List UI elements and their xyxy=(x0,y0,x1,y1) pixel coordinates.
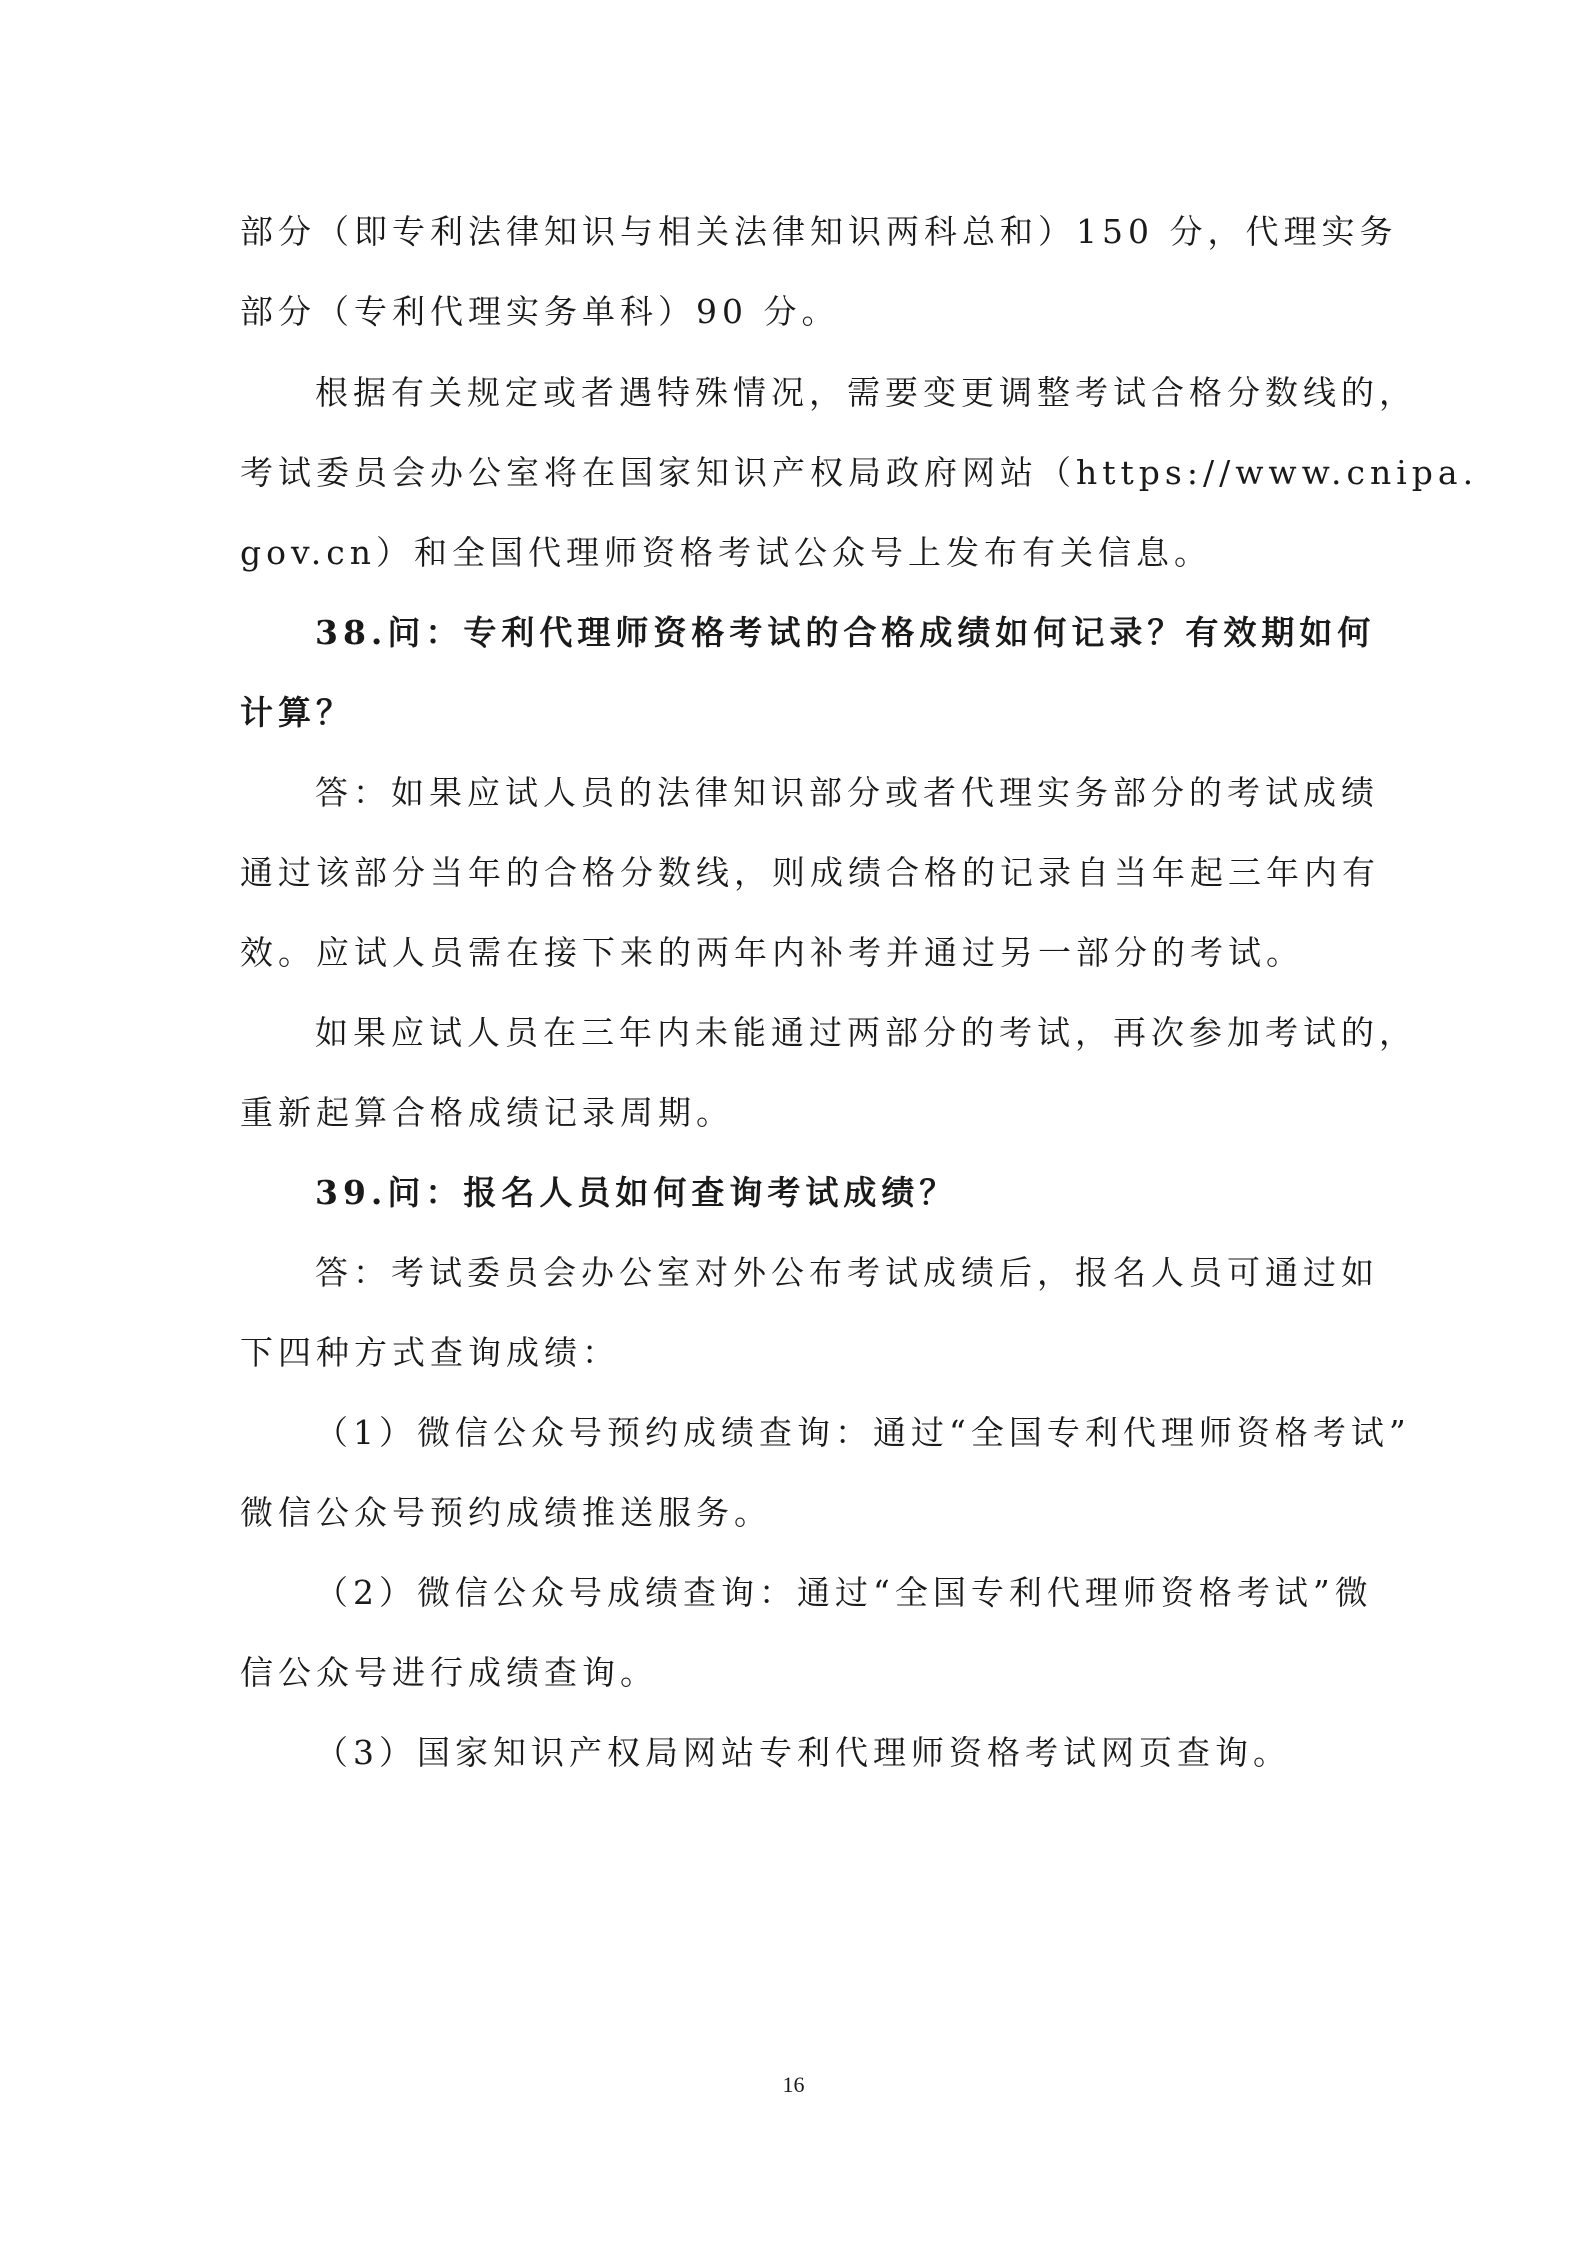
question-heading: 计算？ xyxy=(240,693,354,732)
list-item: （3）国家知识产权局网站专利代理师资格考试网页查询。 xyxy=(315,1733,1291,1772)
text-line: 效。应试人员需在接下来的两年内补考并通过另一部分的考试。 xyxy=(240,933,1304,972)
text-line: 下四种方式查询成绩： xyxy=(240,1333,620,1372)
text-line: 如果应试人员在三年内未能通过两部分的考试，再次参加考试的， xyxy=(315,1013,1417,1052)
text-line: 通过该部分当年的合格分数线，则成绩合格的记录自当年起三年内有 xyxy=(240,853,1380,892)
text-line: 信公众号进行成绩查询。 xyxy=(240,1653,658,1692)
text-line: 根据有关规定或者遇特殊情况，需要变更调整考试合格分数线的， xyxy=(315,373,1417,412)
question-heading: 39.问：报名人员如何查询考试成绩？ xyxy=(315,1173,958,1212)
text-line: 答：如果应试人员的法律知识部分或者代理实务部分的考试成绩 xyxy=(315,773,1379,812)
list-item: （1）微信公众号预约成绩查询：通过“全国专利代理师资格考试” xyxy=(315,1413,1411,1452)
text-line: 微信公众号预约成绩推送服务。 xyxy=(240,1493,772,1532)
question-heading: 38.问：专利代理师资格考试的合格成绩如何记录？有效期如何 xyxy=(315,613,1376,652)
list-item: （2）微信公众号成绩查询：通过“全国专利代理师资格考试”微 xyxy=(315,1573,1373,1612)
text-line: 重新起算合格成绩记录周期。 xyxy=(240,1093,734,1132)
text-line: gov.cn）和全国代理师资格考试公众号上发布有关信息。 xyxy=(240,533,1212,572)
page-number: 16 xyxy=(782,2072,805,2097)
text-line: 答：考试委员会办公室对外公布考试成绩后，报名人员可通过如 xyxy=(315,1253,1379,1292)
text-line: 考试委员会办公室将在国家知识产权局政府网站（https://www.cnipa. xyxy=(240,453,1479,492)
text-line: 部分（即专利法律知识与相关法律知识两科总和）150 分，代理实务 xyxy=(240,212,1398,251)
text-line: 部分（专利代理实务单科）90 分。 xyxy=(240,292,840,331)
